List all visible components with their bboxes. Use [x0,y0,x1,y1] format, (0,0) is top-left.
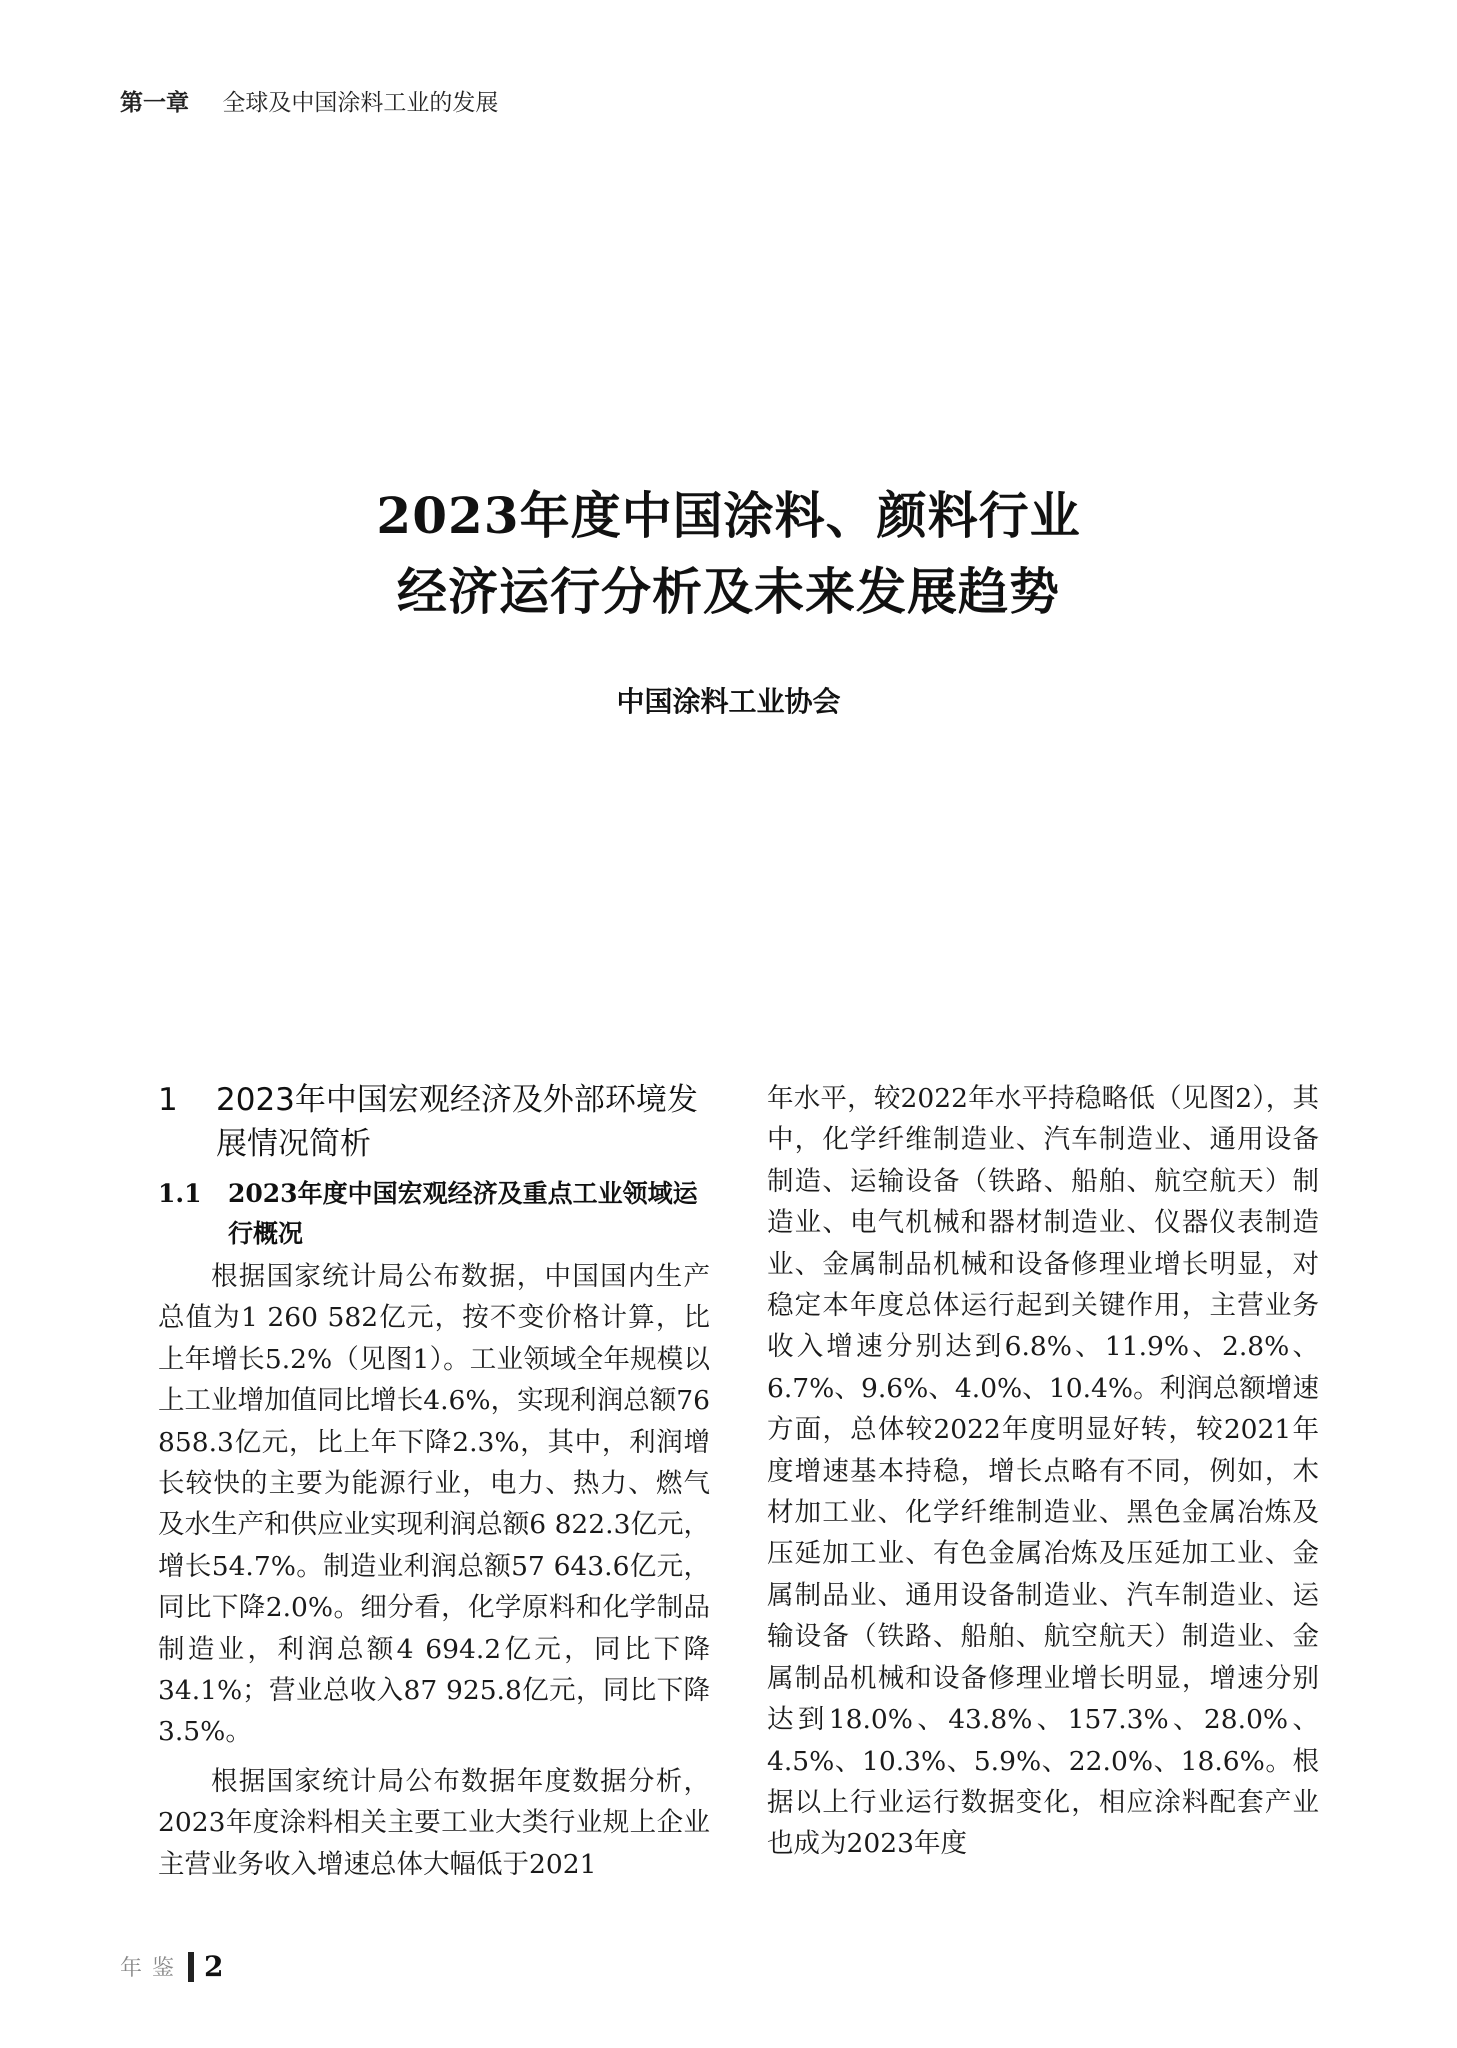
title-line-1: 2023年度中国涂料、颜料行业 [376,486,1081,545]
title-line-2: 经济运行分析及未来发展趋势 [397,562,1060,621]
section-1-heading [158,1078,710,1166]
footer-divider [188,1952,194,1982]
left-column [158,1078,710,1893]
section-number: 1 [158,1082,178,1118]
paragraph-2: 根据国家统计局公布数据年度数据分析，2023年度涂料相关主要工业大类行业规上企业主营业务收入增速总体大幅低于2021 [158,1765,710,1880]
subsection-number: 1.1 [158,1179,202,1208]
page-number: 2 [204,1950,224,1983]
running-header [120,84,498,117]
section-1-1-heading [158,1174,710,1254]
article-title [0,478,1457,630]
paragraph-1: 根据国家统计局公布数据，中国国内生产总值为1 260 582亿元，按不变价格计算，比上年增长5.2%（见图1）。工业领域全年规模以上工业增加值同比增长4.6%，实现利润总额76 858.3亿元，比上年下降2.3%，其中，利润增长较快的主要为能源行业，电力、热力、燃气及水生产和供应业实现利润总额6 822.3亿元，增长54.7%。制造业利润总额57 643.6亿元，同比下降2.0%。细分看，化学原料和化学制品制造业，利润总额4 694.2亿元，同比下降34.1%；营业总收入87 925.8亿元，同比下降3.5%。 [158,1261,710,1748]
yearbook-label: 年鉴 [120,1956,185,1981]
paragraph-3: 年水平，较2022年水平持稳略低（见图2），其中，化学纤维制造业、汽车制造业、通用设备制造、运输设备（铁路、船舶、航空航天）制造业、电气机械和器材制造业、仪器仪表制造业、金属制品机械和设备修理业增长明显，对稳定本年度总体运行起到关键作用，主营业务收入增速分别达到6.8%、11.9%、2.8%、6.7%、9.6%、4.0%、10.4%。利润总额增速方面，总体较2022年度明显好转，较2021年度增速基本持稳，增长点略有不同，例如，木材加工业、化学纤维制造业、黑色金属冶炼及压延加工业、有色金属冶炼及压延加工业、金属制品业、通用设备制造业、汽车制造业、运输设备（铁路、船舶、航空航天）制造业、金属制品机械和设备修理业增长明显，增速分别达到18.0%、43.8%、157.3%、28.0%、4.5%、10.3%、5.9%、22.0%、18.6%。根据以上行业运行数据变化，相应涂料配套产业也成为2023年度 [767,1083,1319,1860]
page-footer [120,1950,224,1983]
chapter-number: 第一章 [120,90,189,116]
author: 中国涂料工业协会 [616,685,841,718]
subsection-heading-text: 2023年度中国宏观经济及重点工业领域运行概况 [228,1179,698,1248]
chapter-title: 全球及中国涂料工业的发展 [222,90,499,116]
right-column [767,1078,1319,1865]
section-heading-text: 2023年中国宏观经济及外部环境发展情况简析 [216,1082,698,1162]
